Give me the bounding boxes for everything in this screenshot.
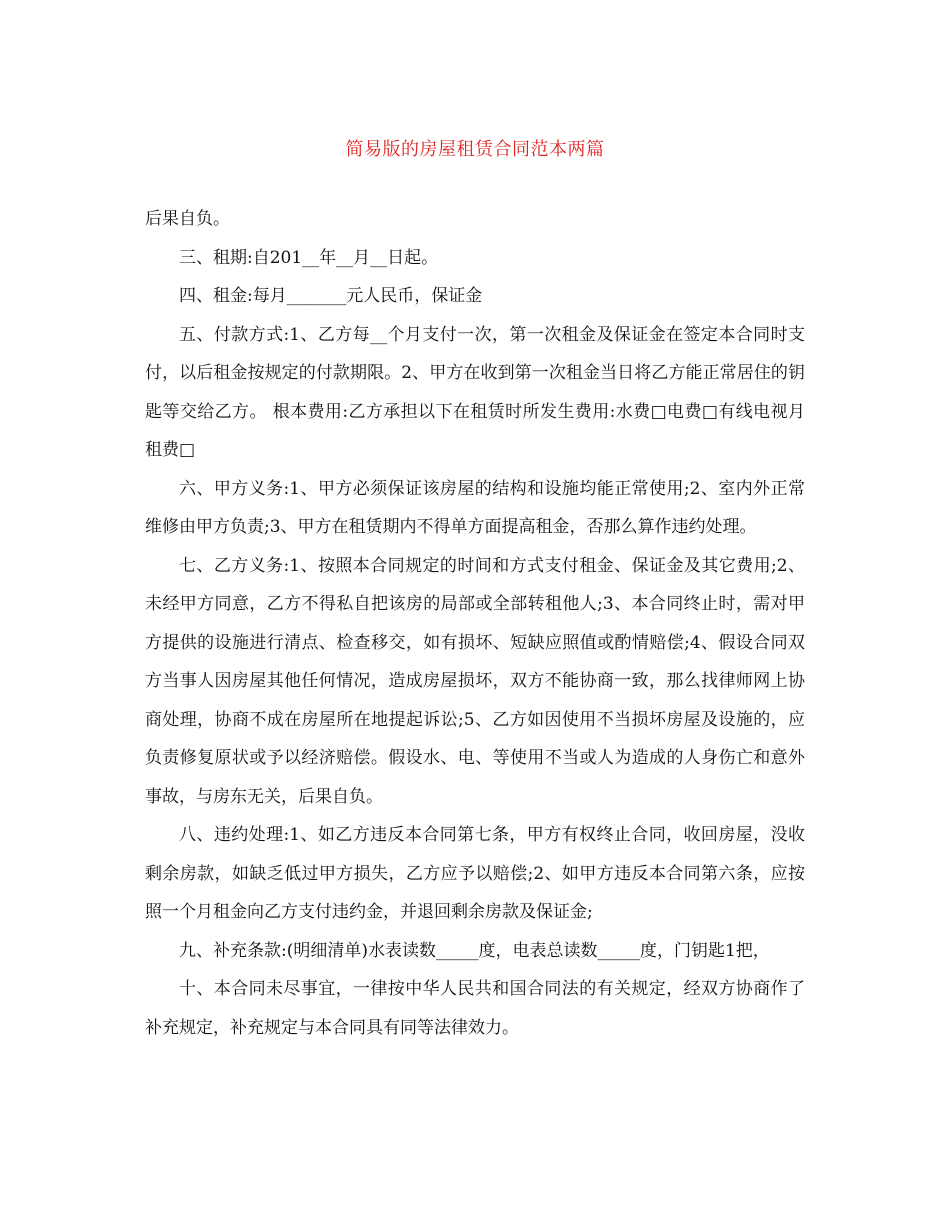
- paragraph-landlord-obligations: 六、甲方义务:1、甲方必须保证该房屋的结构和设施均能正常使用;2、室内外正常维修由甲方负责;3、甲方在租赁期内不得单方面提高租金，否那么算作违约处理。: [145, 478, 805, 537]
- paragraph-continuation: 后果自负。: [145, 209, 230, 229]
- paragraph-payment-method: 五、付款方式:1、乙方每__个月支付一次，第一次租金及保证金在签定本合同时支付，以后租金按规定的付款期限。2、甲方在收到第一次租金当日将乙方能正常居住的钥匙等交给乙方。 根本费用:乙方承担以下在租赁时所发生费用:水费□电费□有线电视月租费□: [145, 324, 805, 460]
- paragraph-supplementary-terms: 九、补充条款:(明细清单)水表读数_____度，电表总读数_____度，门钥匙1把，: [179, 940, 770, 961]
- document-body: [145, 200, 805, 1047]
- paragraph-breach-handling: 八、违约处理:1、如乙方违反本合同第七条，甲方有权终止合同，收回房屋，没收剩余房款，如缺乏低过甲方损失，乙方应予以赔偿;2、如甲方违反本合同第六条，应按照一个月租金向乙方支付违约金，并退回剩余房款及保证金;: [145, 825, 805, 922]
- paragraph-tenant-obligations: 七、乙方义务:1、按照本合同规定的时间和方式支付租金、保证金及其它费用;2、未经甲方同意，乙方不得私自把该房的局部或全部转租他人;3、本合同终止时，需对甲方提供的设施进行清点、检查移交，如有损坏、短缺应照值或酌情赔偿;4、假设合同双方当事人因房屋其他任何情况，造成房屋损坏，双方不能协商一致，那么找律师网上协商处理，协商不成在房屋所在地提起诉讼;5、乙方如因使用不当损坏房屋及设施的，应负责修复原状或予以经济赔偿。假设水、电、等使用不当或人为造成的人身伤亡和意外事故，与房东无关，后果自负。: [145, 555, 805, 807]
- document-title: 简易版的房屋租赁合同范本两篇: [345, 139, 605, 160]
- paragraph-lease-term: 三、租期:自201__年__月__日起。: [179, 247, 439, 268]
- paragraph-rent: 四、租金:每月_______元人民币，保证金: [179, 286, 483, 306]
- paragraph-other-matters: 十、本合同未尽事宜，一律按中华人民共和国合同法的有关规定，经双方协商作了补充规定，补充规定与本合同具有同等法律效力。: [145, 979, 805, 1038]
